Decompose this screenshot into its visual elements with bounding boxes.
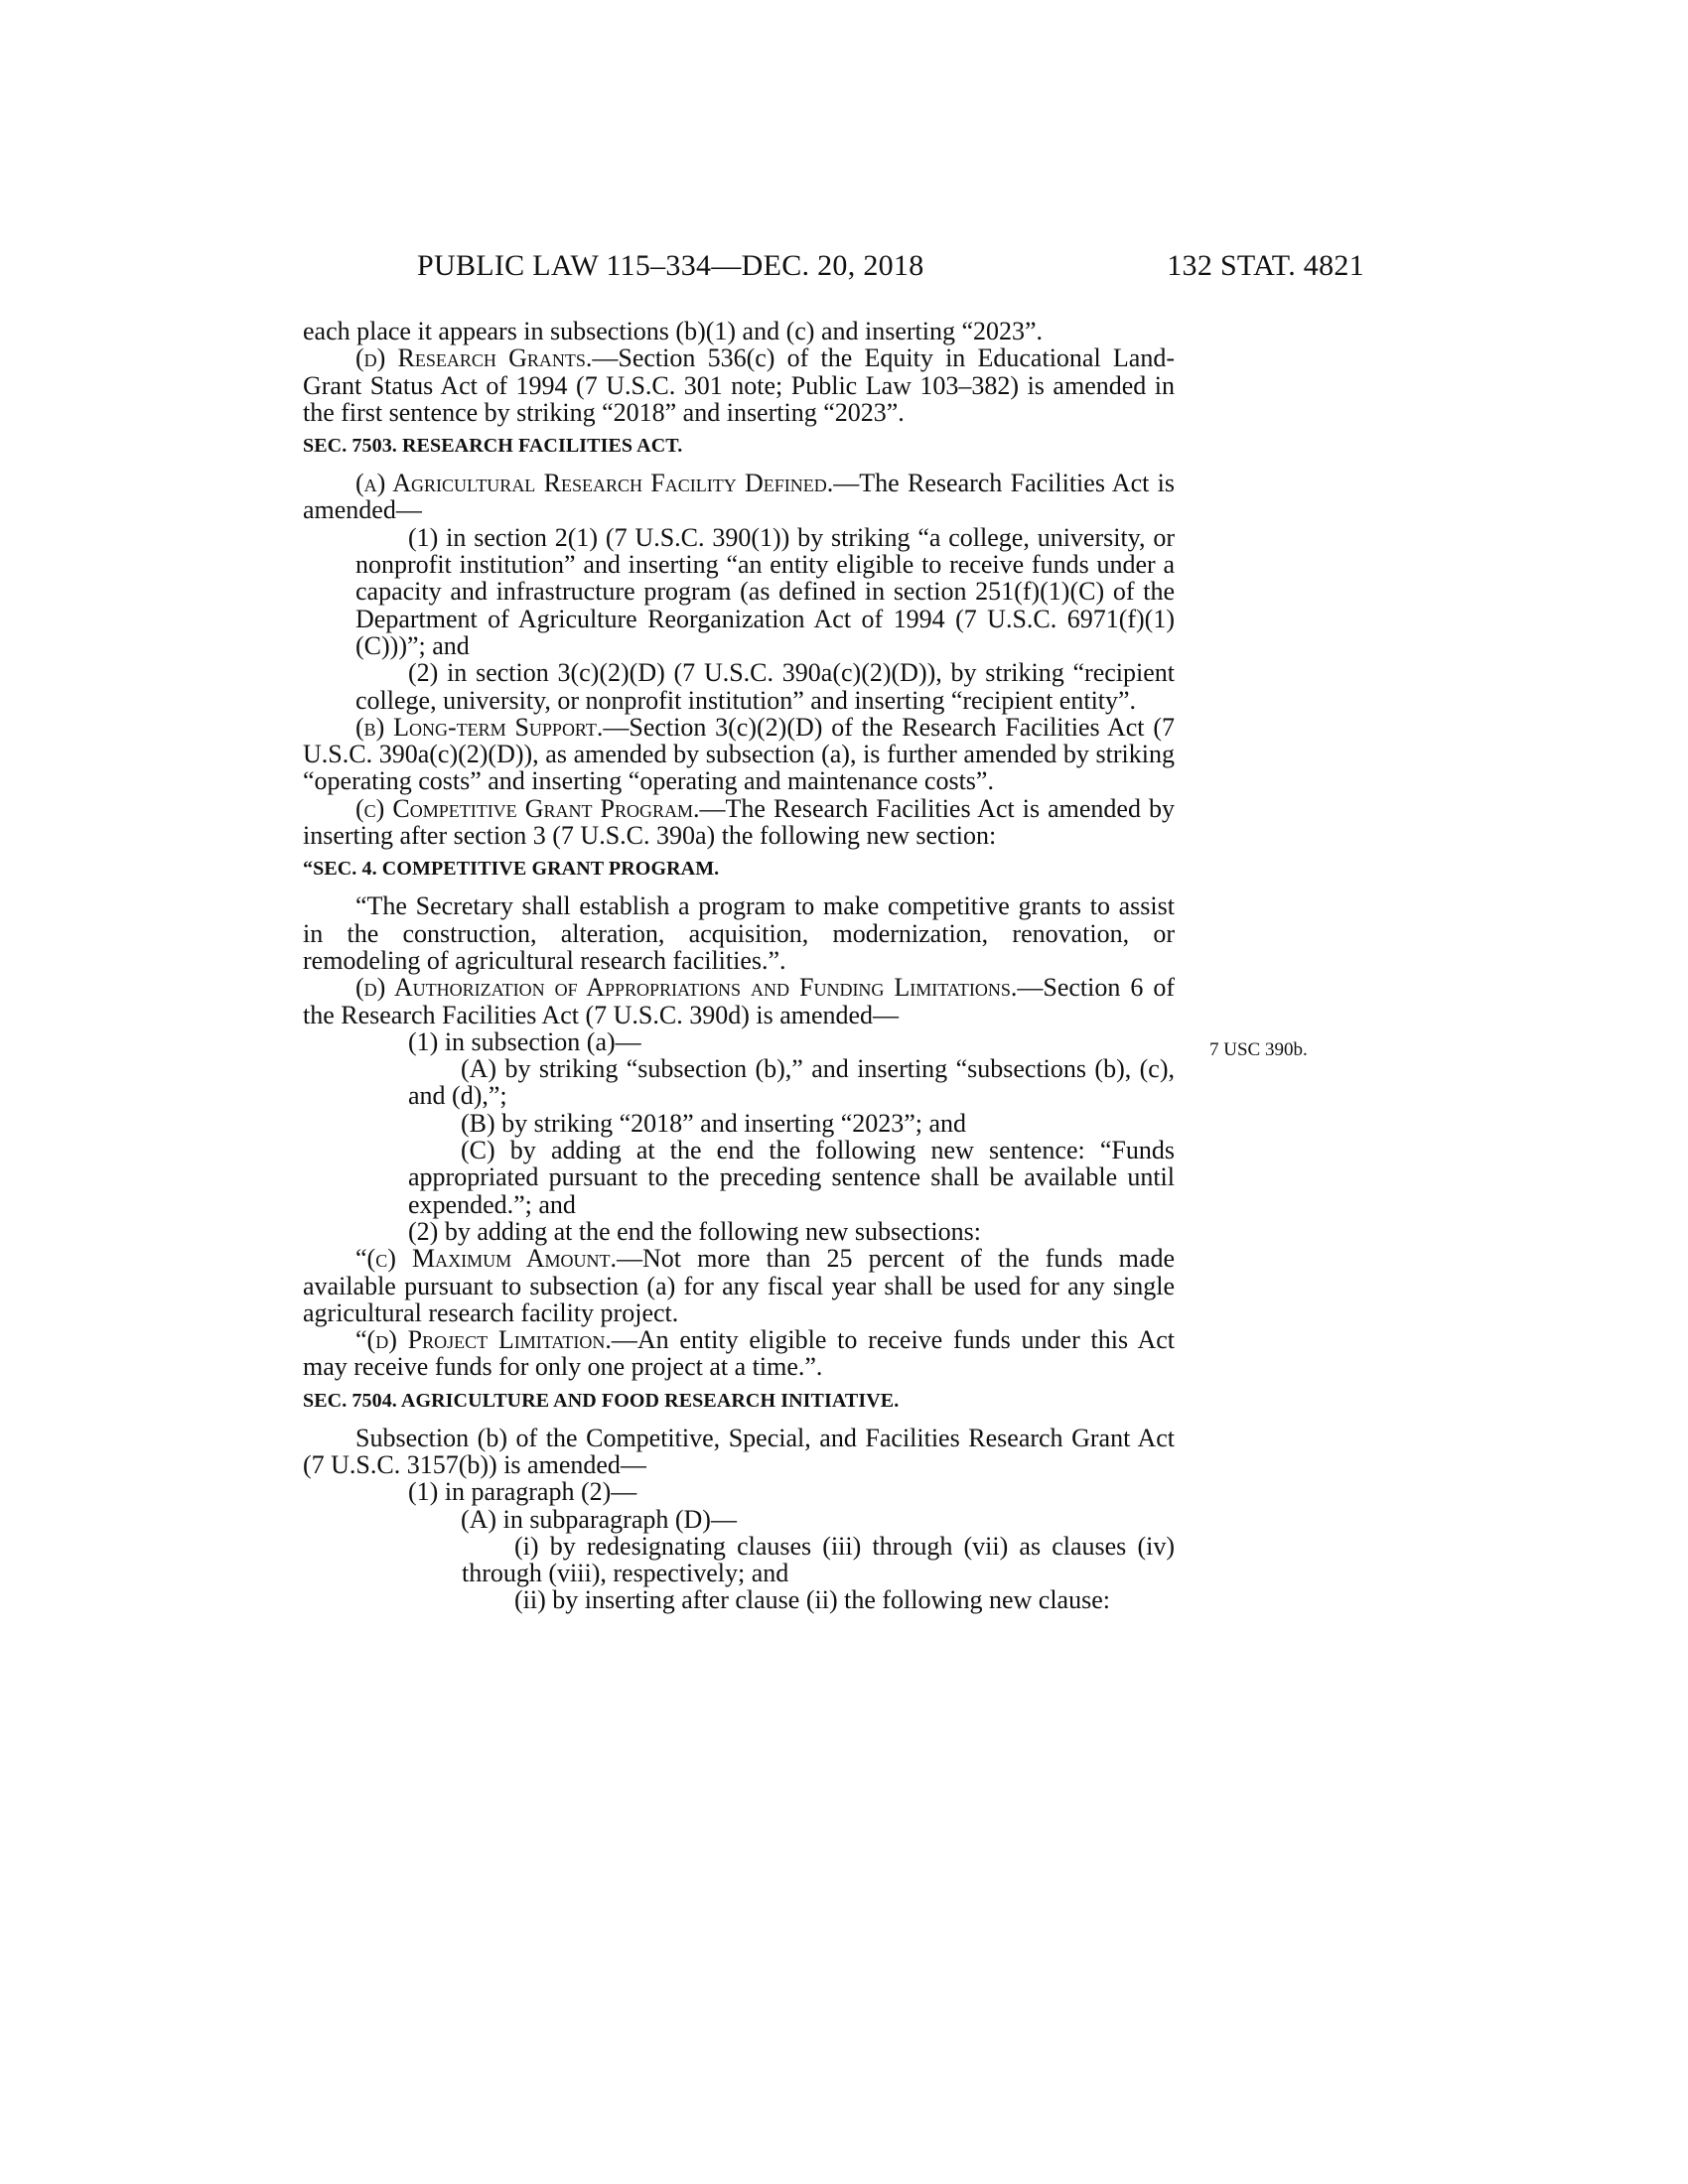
paragraph: (i) by redesignating clauses (iii) through (vii) as clauses (iv) through (viii), respectively; and bbox=[462, 1531, 1175, 1588]
paragraph: (A) by striking “subsection (b),” and inserting “subsections (b), (c), and (d),”; bbox=[408, 1054, 1175, 1111]
section-heading: SEC. 7503. RESEARCH FACILITIES ACT. bbox=[303, 435, 683, 458]
paragraph: (1) in subsection (a)— bbox=[408, 1026, 641, 1056]
paragraph: (A) in subparagraph (D)— bbox=[461, 1504, 737, 1534]
subsection-heading: (b) Long-term Support. bbox=[355, 712, 604, 742]
section-heading: SEC. 7504. AGRICULTURE AND FOOD RESEARCH INITIATIVE. bbox=[303, 1389, 900, 1412]
paragraph: each place it appears in subsections (b)(1) and (c) and inserting “2023”. bbox=[303, 317, 1044, 345]
page-header bbox=[0, 246, 1688, 286]
subsection-heading: (c) Competitive Grant Program. bbox=[355, 793, 700, 823]
paragraph-text: —Not more than 25 percent of the funds made available pursuant to subsection (a) for any fiscal year shall be used for any single agricultural research facility project. bbox=[303, 1244, 1175, 1327]
paragraph bbox=[303, 344, 1175, 426]
paragraph: “The Secretary shall establish a program to make competitive grants to assist in the construction, alteration, acquisition, modernization, renovation, or remodeling of agricultural research facilities.”. bbox=[303, 891, 1175, 975]
document-body bbox=[303, 318, 1175, 1614]
subsection-heading: (d) Research Grants. bbox=[355, 343, 593, 373]
paragraph-text: —Section 3(c)(2)(D) of the Research Facilities Act (7 U.S.C. 390a(c)(2)(D)), as amended by subsection (a), is further amended by striking “operating costs” and inserting “operating and maintenance costs”. bbox=[303, 712, 1175, 796]
paragraph-text: —Section 6 of the Research Facilities Act (7 U.S.C. 390d) is amended— bbox=[303, 973, 1175, 1029]
paragraph bbox=[303, 974, 1175, 1028]
paragraph-text: —An entity eligible to receive funds under this Act may receive funds for only one project at a time.”. bbox=[303, 1325, 1176, 1382]
section-heading: “SEC. 4. COMPETITIVE GRANT PROGRAM. bbox=[303, 858, 720, 881]
paragraph bbox=[303, 1245, 1175, 1326]
paragraph bbox=[303, 470, 1175, 524]
paragraph bbox=[303, 1326, 1175, 1381]
running-head: PUBLIC LAW 115–334—DEC. 20, 2018 bbox=[417, 249, 924, 282]
paragraph: (2) by adding at the end the following new subsections: bbox=[408, 1216, 981, 1246]
subsection-heading: (d) Authorization of Appropriations and Funding Limitations. bbox=[355, 973, 1018, 1003]
subsection-heading: “(d) Project Limitation. bbox=[355, 1325, 612, 1355]
paragraph: Subsection (b) of the Competitive, Special, and Facilities Research Grant Act (7 U.S.C. 3157(b)) is amended— bbox=[303, 1423, 1175, 1479]
paragraph-text: —The Research Facilities Act is amended— bbox=[303, 469, 1175, 525]
paragraph: (ii) by inserting after clause (ii) the following new clause: bbox=[514, 1585, 1110, 1615]
paragraph-text: —Section 536(c) of the Equity in Educational Land-Grant Status Act of 1994 (7 U.S.C. 301 note; Public Law 103–382) is amended in the first sentence by striking “2018” and inserting “2023”. bbox=[303, 343, 1175, 427]
paragraph: (1) in paragraph (2)— bbox=[408, 1477, 637, 1507]
paragraph bbox=[303, 714, 1175, 795]
paragraph bbox=[303, 795, 1175, 850]
subsection-heading: (a) Agricultural Research Facility Defined. bbox=[355, 469, 834, 498]
paragraph: (C) by adding at the end the following new sentence: “Funds appropriated pursuant to the preceding sentence shall be available until expended.”; and bbox=[408, 1136, 1175, 1219]
paragraph: (2) in section 3(c)(2)(D) (7 U.S.C. 390a(c)(2)(D)), by striking “recipient college, university, or nonprofit institution” and inserting “recipient entity”. bbox=[355, 658, 1175, 715]
statute-citation: 132 STAT. 4821 bbox=[1167, 249, 1364, 282]
margin-note: 7 USC 390b. bbox=[1209, 1039, 1308, 1060]
paragraph-text: —The Research Facilities Act is amended by inserting after section 3 (7 U.S.C. 390a) the following new section: bbox=[303, 793, 1175, 851]
paragraph: (1) in section 2(1) (7 U.S.C. 390(1)) by striking “a college, university, or nonprofit institution” and inserting “an entity eligible to receive funds under a capacity and infrastructure program (as defined in section 251(f)(1)(C) of the Department of Agriculture Reorganization Act of 1994 (7 U.S.C. 6971(f)(1)(C)))”; and bbox=[355, 522, 1175, 660]
subsection-heading: “(c) Maximum Amount. bbox=[355, 1244, 618, 1274]
paragraph: (B) by striking “2018” and inserting “2023”; and bbox=[461, 1108, 967, 1138]
